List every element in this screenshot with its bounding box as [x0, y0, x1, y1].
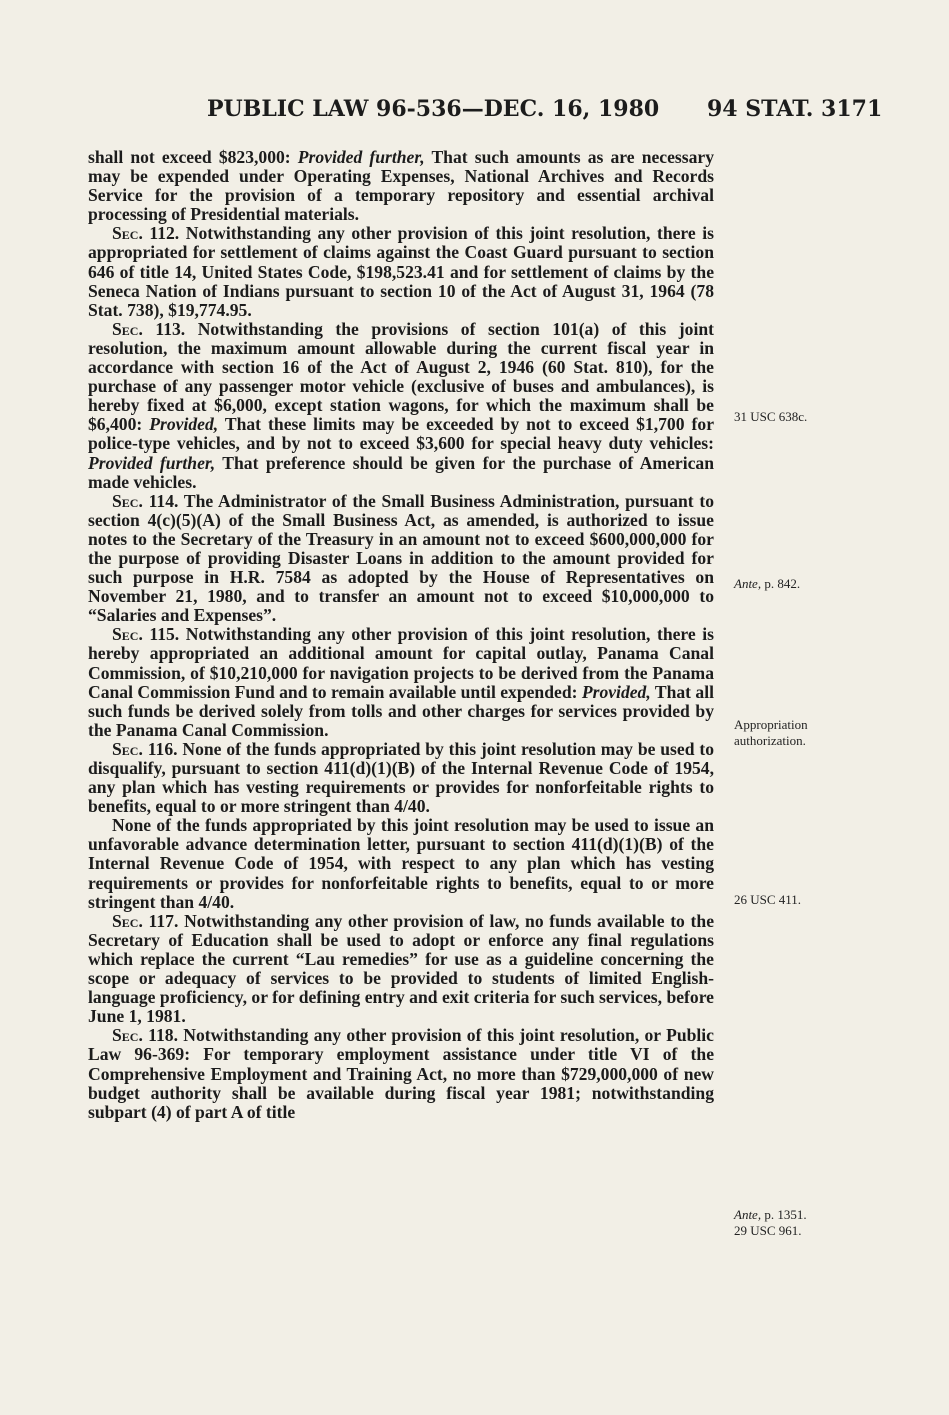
margin-note-text: p. 1351. [761, 1207, 807, 1222]
margin-note-ante-1351 [734, 1207, 807, 1239]
margin-note-italic: Ante, [734, 576, 762, 591]
paragraph-text: That preference should be given for the purchase of American made vehicles. [88, 452, 714, 492]
margin-note-text: 29 USC 961. [734, 1223, 802, 1238]
paragraph-text: Notwithstanding any other provision of this joint resolution, there is appropriated for settlement of claims against the Coast Guard pursuant to section 646 of title 14, United States Code, $198,523.41 and for settlement of claims by the Seneca Nation of Indians pursuant to section 10 of the Act of August 31, 1964 (78 Stat. 738), $19,774.95. [88, 223, 714, 320]
page-header-stat: 94 STAT. 3171 [707, 96, 883, 122]
italic-proviso: Provided, [581, 681, 651, 702]
page-header-title: PUBLIC LAW 96-536—DEC. 16, 1980 [207, 96, 660, 122]
section-label: Sec. 112. [112, 223, 180, 244]
paragraph-text: Notwithstanding any other provision of this joint resolution, there is hereby appropriated an additional amount for capital outlay, Panama Canal Commission, of $10,210,000 for navigation projects to be derived from the Panama Canal Commission Fund and to remain available until expended: [88, 624, 714, 702]
paragraph-text: That such amounts as are necessary may be expended under Operating Expenses, National Archives and Records Service for the provision of a temporary repository and essential archival processing of Presidential materials. [88, 147, 714, 225]
section-113 [88, 320, 714, 492]
section-label: Sec. 114. [112, 490, 179, 511]
paragraph-text: That these limits may be exceeded by not to exceed $1,700 for police-type vehicles, and by not to exceed $3,600 for special heavy duty vehicles: [88, 414, 714, 454]
margin-note-text: 26 USC 411. [734, 892, 802, 907]
section-117 [88, 912, 714, 1027]
section-label: Sec. 116. [112, 738, 178, 759]
section-label: Sec. 115. [112, 624, 180, 645]
section-112 [88, 224, 714, 319]
paragraph-text: Notwithstanding the provisions of section 101(a) of this joint resolution, the maximum amount allowable during the current fiscal year in accordance with section 16 of the Act of August 2, 1946 (60 Stat. 810), for the purchase of any passenger motor vehicle (exclusive of buses and ambulances), is hereby fixed at $6,000, except station wagons, for which the maximum shall be $6,400: [88, 318, 714, 435]
section-label: Sec. 117. [112, 910, 179, 931]
paragraph-text: That all such funds be derived solely from tolls and other charges for services provided by the Panama Canal Commission. [88, 681, 714, 740]
paragraph-text: Notwithstanding any other provision of this joint resolution, or Public Law 96-369: For temporary employment assistance under title VI of the Comprehensive Employment and Training Act, no more than $729,000,000 of new budget authority shall be available during fiscal year 1981; notwithstanding subpart (4) of part A of title [88, 1025, 714, 1122]
section-116-continued [88, 816, 714, 911]
section-label: Sec. 118. [112, 1025, 178, 1046]
margin-note-text: 31 USC 638c. [734, 409, 808, 424]
paragraph-text: The Administrator of the Small Business Administration, pursuant to section 4(c)(5)(A) of the Small Business Act, as amended, is authorized to issue notes to the Secretary of the Treasury in an amount not to exceed $600,000,000 for the purpose of providing Disaster Loans in addition to the amount provided for such purpose in H.R. 7584 as adopted by the House of Representatives on November 21, 1980, and to transfer an amount not to exceed $10,000,000 to “Salaries and Expenses”. [88, 490, 714, 626]
section-114 [88, 492, 714, 626]
margin-note-appropriation [734, 717, 808, 749]
section-label: Sec. 113. [112, 318, 186, 339]
italic-proviso: Provided further, [297, 147, 425, 167]
paragraph-1 [88, 148, 714, 224]
margin-note-text: authorization. [734, 733, 806, 748]
italic-proviso: Provided, [149, 414, 219, 435]
italic-proviso: Provided further, [88, 452, 216, 473]
section-115 [88, 625, 714, 740]
paragraph-text: shall not exceed $823,000: [88, 147, 298, 167]
margin-note-text: Appropriation [734, 717, 808, 732]
margin-note-text: p. 842. [761, 576, 801, 591]
margin-note-31-usc-638c [734, 409, 807, 425]
paragraph-text: Notwithstanding any other provision of law, no funds available to the Secretary of Education shall be used to adopt or enforce any final regulations which replace the current “Lau remedies” for use as a guideline concerning the scope or adequacy of services to be provided to students of limited English-language proficiency, or for defining entry and exit criteria for such services, before June 1, 1981. [88, 910, 714, 1027]
body-text [88, 148, 714, 1122]
margin-note-italic: Ante, [734, 1207, 762, 1222]
margin-note-ante-842 [734, 576, 800, 592]
section-118 [88, 1026, 714, 1121]
margin-note-26-usc-411 [734, 892, 801, 908]
paragraph-text: None of the funds appropriated by this joint resolution may be used to issue an unfavorable advance determination letter, pursuant to section 411(d)(1)(B) of the Internal Revenue Code of 1954, with respect to any plan which has vesting requirements or provides for nonforfeitable rights to benefits, equal to or more stringent than 4/40. [88, 815, 714, 912]
paragraph-text: None of the funds appropriated by this joint resolution may be used to disqualify, pursuant to section 411(d)(1)(B) of the Internal Revenue Code of 1954, any plan which has vesting requirements or provides for nonforfeitable rights to benefits, equal to or more stringent than 4/40. [88, 738, 714, 817]
section-116 [88, 740, 714, 816]
